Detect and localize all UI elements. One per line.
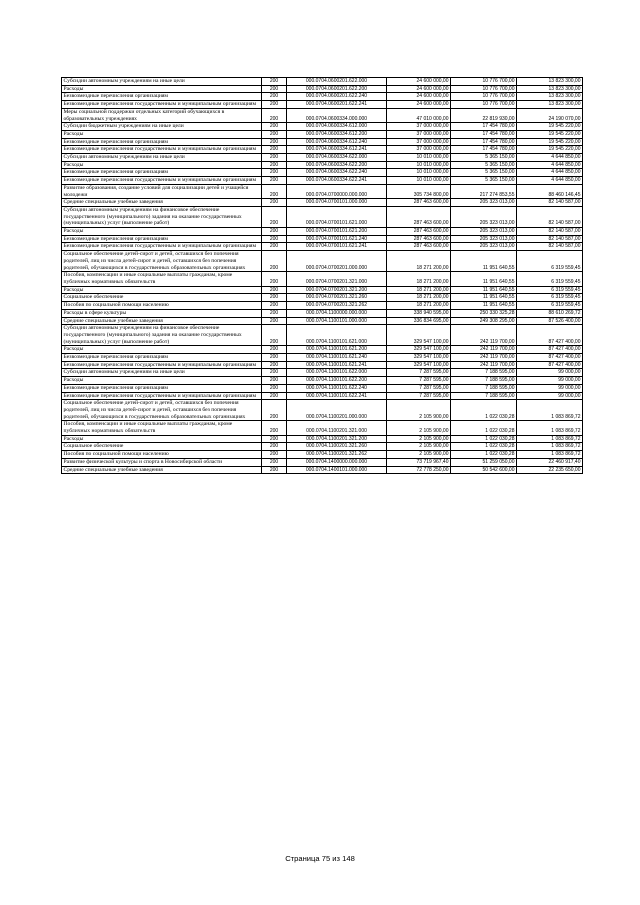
row-approved: 18 271 200,00 <box>387 251 451 272</box>
row-code: 200 <box>262 302 287 310</box>
row-executed: 51 259 050,00 <box>451 458 517 466</box>
row-budget-code: 000.0704.1100000.000.000 <box>287 309 387 317</box>
row-remaining: 6 319 559,45 <box>517 294 583 302</box>
row-executed: 217 274 853,55 <box>451 184 517 198</box>
row-remaining: 24 190 070,00 <box>517 108 583 122</box>
table-row <box>62 251 583 272</box>
row-executed: 11 951 640,55 <box>451 272 517 286</box>
row-budget-code: 000.0704.0600201.622.240 <box>287 93 387 101</box>
row-executed: 17 454 780,00 <box>451 138 517 146</box>
row-approved: 2 105 900,00 <box>387 435 451 443</box>
row-executed: 1 022 030,28 <box>451 443 517 451</box>
row-description: Безвозмездные перечисления организациям <box>62 138 262 146</box>
row-executed: 1 022 030,28 <box>451 400 517 421</box>
row-approved: 7 287 595,00 <box>387 369 451 377</box>
table-row <box>62 130 583 138</box>
row-budget-code: 000.0704.0600334.612.000 <box>287 123 387 131</box>
row-approved: 18 271 200,00 <box>387 272 451 286</box>
row-budget-code: 000.0704.0700201.000.000 <box>287 251 387 272</box>
row-approved: 47 010 000,00 <box>387 108 451 122</box>
table-row <box>62 138 583 146</box>
row-description: Средние специальные учебные заведения <box>62 317 262 325</box>
row-description: Безвозмездные перечисления организациям <box>62 235 262 243</box>
row-remaining: 19 545 220,00 <box>517 138 583 146</box>
row-remaining: 82 140 587,00 <box>517 199 583 207</box>
row-executed: 205 323 013,00 <box>451 235 517 243</box>
row-executed: 7 188 595,00 <box>451 377 517 385</box>
row-approved: 37 000 000,00 <box>387 130 451 138</box>
row-executed: 249 308 295,00 <box>451 317 517 325</box>
row-approved: 287 463 600,00 <box>387 243 451 251</box>
row-approved: 18 271 200,00 <box>387 302 451 310</box>
row-code: 200 <box>262 369 287 377</box>
row-budget-code: 000.0704.1100101.621.200 <box>287 346 387 354</box>
row-description: Пособия, компенсации и иные социальные выплаты гражданам, кроме публичных нормативных обязательств <box>62 272 262 286</box>
row-executed: 10 776 700,00 <box>451 101 517 109</box>
row-budget-code: 000.0704.1100101.621.241 <box>287 361 387 369</box>
table-row <box>62 161 583 169</box>
row-executed: 1 022 030,28 <box>451 421 517 435</box>
table-row <box>62 451 583 459</box>
row-description: Субсидии автономным учреждениям на финансовое обеспечение государственного (муниципального) задания на оказание государственных (муниципальных) услуг (выполнение работ) <box>62 325 262 346</box>
row-description: Расходы <box>62 161 262 169</box>
row-approved: 329 547 100,00 <box>387 354 451 362</box>
row-executed: 11 951 640,55 <box>451 294 517 302</box>
row-budget-code: 000.0704.0700101.621.240 <box>287 235 387 243</box>
row-approved: 24 600 000,00 <box>387 93 451 101</box>
table-row <box>62 317 583 325</box>
budget-table <box>61 77 583 474</box>
table-row <box>62 177 583 185</box>
row-executed: 5 365 150,00 <box>451 177 517 185</box>
table-row <box>62 354 583 362</box>
row-budget-code: 000.0704.0700201.321.200 <box>287 286 387 294</box>
row-code: 200 <box>262 146 287 154</box>
row-description: Субсидии автономным учреждениям на иные цели <box>62 154 262 162</box>
table-row <box>62 443 583 451</box>
table-row <box>62 400 583 421</box>
row-description: Безвозмездные перечисления организациям <box>62 354 262 362</box>
row-remaining: 1 083 869,72 <box>517 400 583 421</box>
row-budget-code: 000.0704.1100101.622.000 <box>287 369 387 377</box>
row-code: 200 <box>262 169 287 177</box>
row-executed: 242 119 700,00 <box>451 325 517 346</box>
budget-table-body <box>62 78 583 474</box>
row-remaining: 4 644 850,00 <box>517 169 583 177</box>
row-code: 200 <box>262 325 287 346</box>
row-code: 200 <box>262 130 287 138</box>
row-remaining: 82 140 587,00 <box>517 228 583 236</box>
budget-table-container <box>61 77 582 474</box>
row-approved: 18 271 200,00 <box>387 294 451 302</box>
row-remaining: 99 000,00 <box>517 384 583 392</box>
row-description: Расходы <box>62 435 262 443</box>
row-approved: 338 940 595,00 <box>387 309 451 317</box>
row-description: Субсидии автономным учреждениям на иные цели <box>62 369 262 377</box>
row-executed: 10 776 700,00 <box>451 85 517 93</box>
row-executed: 10 776 700,00 <box>451 78 517 86</box>
row-code: 200 <box>262 206 287 227</box>
row-budget-code: 000.0704.0700101.000.000 <box>287 199 387 207</box>
row-executed: 10 776 700,00 <box>451 93 517 101</box>
row-code: 200 <box>262 154 287 162</box>
row-code: 200 <box>262 435 287 443</box>
row-approved: 287 463 600,00 <box>387 228 451 236</box>
row-budget-code: 000.0704.0600201.622.200 <box>287 85 387 93</box>
table-row <box>62 199 583 207</box>
row-budget-code: 000.0704.0700201.321.262 <box>287 302 387 310</box>
row-executed: 7 188 595,00 <box>451 392 517 400</box>
row-description: Безвозмездные перечисления государственным и муниципальным организациям <box>62 243 262 251</box>
table-row <box>62 93 583 101</box>
row-executed: 242 119 700,00 <box>451 354 517 362</box>
row-description: Средние специальные учебные заведения <box>62 466 262 474</box>
row-description: Безвозмездные перечисления организациям <box>62 169 262 177</box>
row-approved: 24 600 000,00 <box>387 101 451 109</box>
row-code: 200 <box>262 294 287 302</box>
row-description: Расходы в сфере культуры <box>62 309 262 317</box>
row-budget-code: 000.0704.0600334.622.241 <box>287 177 387 185</box>
row-remaining: 6 319 559,45 <box>517 272 583 286</box>
row-approved: 329 547 100,00 <box>387 325 451 346</box>
row-code: 200 <box>262 85 287 93</box>
row-code: 200 <box>262 272 287 286</box>
row-approved: 2 105 900,00 <box>387 443 451 451</box>
row-remaining: 87 427 400,00 <box>517 354 583 362</box>
row-approved: 37 000 000,00 <box>387 146 451 154</box>
row-code: 200 <box>262 93 287 101</box>
row-executed: 11 951 640,55 <box>451 302 517 310</box>
row-remaining: 6 319 559,45 <box>517 286 583 294</box>
table-row <box>62 123 583 131</box>
row-approved: 72 778 250,00 <box>387 466 451 474</box>
row-remaining: 82 140 587,00 <box>517 235 583 243</box>
row-executed: 11 951 640,55 <box>451 251 517 272</box>
row-remaining: 13 823 300,00 <box>517 85 583 93</box>
row-budget-code: 000.0704.0700101.621.000 <box>287 206 387 227</box>
row-approved: 7 287 595,00 <box>387 384 451 392</box>
row-remaining: 6 319 559,45 <box>517 251 583 272</box>
row-code: 200 <box>262 123 287 131</box>
row-code: 200 <box>262 108 287 122</box>
table-row <box>62 377 583 385</box>
row-code: 200 <box>262 177 287 185</box>
row-remaining: 1 083 869,72 <box>517 421 583 435</box>
row-approved: 7 287 595,00 <box>387 377 451 385</box>
row-approved: 287 463 600,00 <box>387 199 451 207</box>
row-executed: 11 951 640,55 <box>451 286 517 294</box>
row-budget-code: 000.0704.0700201.321.000 <box>287 272 387 286</box>
row-budget-code: 000.0704.1100101.621.240 <box>287 354 387 362</box>
row-remaining: 88 460 146,45 <box>517 184 583 198</box>
row-budget-code: 000.0704.0700101.621.241 <box>287 243 387 251</box>
row-code: 200 <box>262 443 287 451</box>
row-code: 200 <box>262 101 287 109</box>
row-description: Безвозмездные перечисления организациям <box>62 384 262 392</box>
row-code: 200 <box>262 228 287 236</box>
row-executed: 5 365 150,00 <box>451 169 517 177</box>
row-remaining: 4 644 850,00 <box>517 177 583 185</box>
row-executed: 5 365 150,00 <box>451 161 517 169</box>
row-code: 200 <box>262 78 287 86</box>
row-budget-code: 000.0704.0700201.321.260 <box>287 294 387 302</box>
row-approved: 37 000 000,00 <box>387 138 451 146</box>
row-approved: 24 600 000,00 <box>387 85 451 93</box>
table-row <box>62 78 583 86</box>
row-code: 200 <box>262 451 287 459</box>
row-executed: 5 365 150,00 <box>451 154 517 162</box>
row-executed: 205 323 013,00 <box>451 206 517 227</box>
row-executed: 250 330 325,28 <box>451 309 517 317</box>
row-budget-code: 000.0704.1100201.321.200 <box>287 435 387 443</box>
row-remaining: 19 545 220,00 <box>517 123 583 131</box>
row-executed: 1 022 030,28 <box>451 435 517 443</box>
row-budget-code: 000.0704.0600334.612.240 <box>287 138 387 146</box>
row-budget-code: 000.0704.1400000.000.000 <box>287 458 387 466</box>
row-remaining: 1 083 869,72 <box>517 443 583 451</box>
row-code: 200 <box>262 400 287 421</box>
row-code: 200 <box>262 392 287 400</box>
row-description: Расходы <box>62 346 262 354</box>
table-row <box>62 421 583 435</box>
row-executed: 242 119 700,00 <box>451 361 517 369</box>
row-code: 200 <box>262 184 287 198</box>
row-approved: 73 719 967,40 <box>387 458 451 466</box>
row-remaining: 88 610 269,72 <box>517 309 583 317</box>
row-approved: 2 105 900,00 <box>387 421 451 435</box>
row-description: Безвозмездные перечисления государственным и муниципальным организациям <box>62 177 262 185</box>
row-description: Пособия по социальной помощи населению <box>62 302 262 310</box>
row-approved: 10 010 000,00 <box>387 161 451 169</box>
page-number: Страница 75 из 148 <box>285 854 355 863</box>
table-row <box>62 286 583 294</box>
row-description: Расходы <box>62 286 262 294</box>
row-executed: 17 454 780,00 <box>451 130 517 138</box>
table-row <box>62 458 583 466</box>
row-description: Расходы <box>62 377 262 385</box>
row-description: Социальное обеспечение <box>62 294 262 302</box>
row-approved: 37 000 000,00 <box>387 123 451 131</box>
row-budget-code: 000.0704.1100201.000.000 <box>287 400 387 421</box>
table-row <box>62 85 583 93</box>
table-row <box>62 435 583 443</box>
row-code: 200 <box>262 235 287 243</box>
row-code: 200 <box>262 317 287 325</box>
row-budget-code: 000.0704.0600201.622.000 <box>287 78 387 86</box>
row-remaining: 99 000,00 <box>517 377 583 385</box>
row-description: Субсидии автономным учреждениям на финансовое обеспечение государственного (муниципального) задания на оказание государственных (муниципальных) услуг (выполнение работ) <box>62 206 262 227</box>
row-remaining: 87 427 400,00 <box>517 325 583 346</box>
row-remaining: 99 000,00 <box>517 369 583 377</box>
row-code: 200 <box>262 251 287 272</box>
row-budget-code: 000.0704.1400101.000.000 <box>287 466 387 474</box>
table-row <box>62 243 583 251</box>
row-executed: 242 119 700,00 <box>451 346 517 354</box>
row-description: Меры социальной поддержки отдельных категорий обучающихся в образовательных учреждениях <box>62 108 262 122</box>
table-row <box>62 146 583 154</box>
table-row <box>62 154 583 162</box>
table-row <box>62 384 583 392</box>
row-code: 200 <box>262 421 287 435</box>
row-budget-code: 000.0704.0700101.621.200 <box>287 228 387 236</box>
row-executed: 205 323 013,00 <box>451 199 517 207</box>
row-description: Развитие образования, создание условий для социализации детей и учащейся молодежи <box>62 184 262 198</box>
row-approved: 10 010 000,00 <box>387 177 451 185</box>
row-budget-code: 000.0704.0600334.622.240 <box>287 169 387 177</box>
row-code: 200 <box>262 354 287 362</box>
row-executed: 50 542 600,00 <box>451 466 517 474</box>
table-row <box>62 235 583 243</box>
row-code: 200 <box>262 377 287 385</box>
row-description: Субсидии автономным учреждениям на иные цели <box>62 78 262 86</box>
row-approved: 329 547 100,00 <box>387 361 451 369</box>
row-approved: 2 105 900,00 <box>387 451 451 459</box>
table-row <box>62 466 583 474</box>
table-row <box>62 325 583 346</box>
row-code: 200 <box>262 458 287 466</box>
row-approved: 305 734 800,00 <box>387 184 451 198</box>
row-executed: 17 454 780,00 <box>451 123 517 131</box>
row-approved: 10 010 000,00 <box>387 169 451 177</box>
row-code: 200 <box>262 199 287 207</box>
row-code: 200 <box>262 161 287 169</box>
row-code: 200 <box>262 361 287 369</box>
table-row <box>62 369 583 377</box>
row-executed: 205 323 013,00 <box>451 228 517 236</box>
row-description: Безвозмездные перечисления государственным и муниципальным организациям <box>62 361 262 369</box>
row-remaining: 6 319 559,45 <box>517 302 583 310</box>
row-code: 200 <box>262 309 287 317</box>
row-budget-code: 000.0704.1100201.321.000 <box>287 421 387 435</box>
row-approved: 2 105 900,00 <box>387 400 451 421</box>
table-row <box>62 184 583 198</box>
row-remaining: 22 235 650,00 <box>517 466 583 474</box>
row-code: 200 <box>262 384 287 392</box>
row-executed: 1 022 030,28 <box>451 451 517 459</box>
row-remaining: 87 427 400,00 <box>517 346 583 354</box>
table-row <box>62 228 583 236</box>
row-remaining: 13 823 300,00 <box>517 78 583 86</box>
row-description: Безвозмездные перечисления государственным и муниципальным организациям <box>62 101 262 109</box>
row-description: Безвозмездные перечисления организациям <box>62 93 262 101</box>
row-remaining: 82 140 587,00 <box>517 206 583 227</box>
row-remaining: 1 083 869,72 <box>517 451 583 459</box>
table-row <box>62 272 583 286</box>
row-budget-code: 000.0704.1100101.622.240 <box>287 384 387 392</box>
row-budget-code: 000.0704.1100101.000.000 <box>287 317 387 325</box>
row-remaining: 4 644 850,00 <box>517 161 583 169</box>
row-budget-code: 000.0704.1100101.622.200 <box>287 377 387 385</box>
row-executed: 205 323 013,00 <box>451 243 517 251</box>
row-remaining: 1 083 869,72 <box>517 435 583 443</box>
row-budget-code: 000.0704.1100201.321.262 <box>287 451 387 459</box>
row-description: Безвозмездные перечисления государственным и муниципальным организациям <box>62 392 262 400</box>
row-budget-code: 000.0704.0700000.000.000 <box>287 184 387 198</box>
row-executed: 7 188 595,00 <box>451 384 517 392</box>
row-approved: 18 271 200,00 <box>387 286 451 294</box>
row-code: 200 <box>262 138 287 146</box>
row-remaining: 13 823 300,00 <box>517 101 583 109</box>
row-remaining: 13 823 300,00 <box>517 93 583 101</box>
row-executed: 22 819 930,00 <box>451 108 517 122</box>
row-executed: 7 188 595,00 <box>451 369 517 377</box>
row-description: Социальное обеспечение <box>62 443 262 451</box>
row-budget-code: 000.0704.1100101.621.000 <box>287 325 387 346</box>
row-approved: 24 600 000,00 <box>387 78 451 86</box>
row-description: Развитие физической культуры и спорта в Новосибирской области <box>62 458 262 466</box>
row-budget-code: 000.0704.0600334.612.241 <box>287 146 387 154</box>
row-remaining: 4 644 850,00 <box>517 154 583 162</box>
row-description: Социальное обеспечение детей-сирот и детей, оставшихся без попечения родителей, лиц из числа детей-сирот и детей, оставшихся без попечения родителей, обучающихся в государственных образовательных организациях <box>62 251 262 272</box>
row-remaining: 99 000,00 <box>517 392 583 400</box>
row-remaining: 87 427 400,00 <box>517 361 583 369</box>
table-row <box>62 309 583 317</box>
row-remaining: 82 140 587,00 <box>517 243 583 251</box>
row-remaining: 19 545 220,00 <box>517 146 583 154</box>
row-description: Пособия по социальной помощи населению <box>62 451 262 459</box>
table-row <box>62 392 583 400</box>
table-row <box>62 302 583 310</box>
row-description: Расходы <box>62 85 262 93</box>
row-code: 200 <box>262 286 287 294</box>
row-budget-code: 000.0704.1100201.321.260 <box>287 443 387 451</box>
row-budget-code: 000.0704.0600334.612.200 <box>287 130 387 138</box>
table-row <box>62 206 583 227</box>
table-row <box>62 169 583 177</box>
row-code: 200 <box>262 346 287 354</box>
row-budget-code: 000.0704.1100101.622.241 <box>287 392 387 400</box>
table-row <box>62 346 583 354</box>
row-description: Расходы <box>62 130 262 138</box>
row-description: Расходы <box>62 228 262 236</box>
row-budget-code: 000.0704.0600201.622.241 <box>287 101 387 109</box>
row-code: 200 <box>262 466 287 474</box>
row-description: Субсидии бюджетным учреждениям на иные цели <box>62 123 262 131</box>
row-budget-code: 000.0704.0600334.622.200 <box>287 161 387 169</box>
row-budget-code: 000.0704.0600334.000.000 <box>287 108 387 122</box>
row-description: Социальное обеспечение детей-сирот и детей, оставшихся без попечения родителей, лиц из числа детей-сирот и детей, оставшихся без попечения родителей, обучающихся в государственных образовательных организациях <box>62 400 262 421</box>
row-approved: 287 463 600,00 <box>387 206 451 227</box>
row-budget-code: 000.0704.0600334.622.000 <box>287 154 387 162</box>
row-approved: 10 010 000,00 <box>387 154 451 162</box>
row-code: 200 <box>262 243 287 251</box>
table-row <box>62 361 583 369</box>
row-description: Безвозмездные перечисления государственным и муниципальным организациям <box>62 146 262 154</box>
table-row <box>62 101 583 109</box>
row-approved: 329 547 100,00 <box>387 346 451 354</box>
row-remaining: 19 545 220,00 <box>517 130 583 138</box>
row-approved: 7 287 595,00 <box>387 392 451 400</box>
table-row <box>62 108 583 122</box>
row-description: Пособия, компенсации и иные социальные выплаты гражданам, кроме публичных нормативных обязательств <box>62 421 262 435</box>
row-executed: 17 454 780,00 <box>451 146 517 154</box>
row-remaining: 87 526 400,00 <box>517 317 583 325</box>
row-description: Средние специальные учебные заведения <box>62 199 262 207</box>
row-approved: 336 834 695,00 <box>387 317 451 325</box>
table-row <box>62 294 583 302</box>
row-remaining: 22 460 917,40 <box>517 458 583 466</box>
row-approved: 287 463 600,00 <box>387 235 451 243</box>
